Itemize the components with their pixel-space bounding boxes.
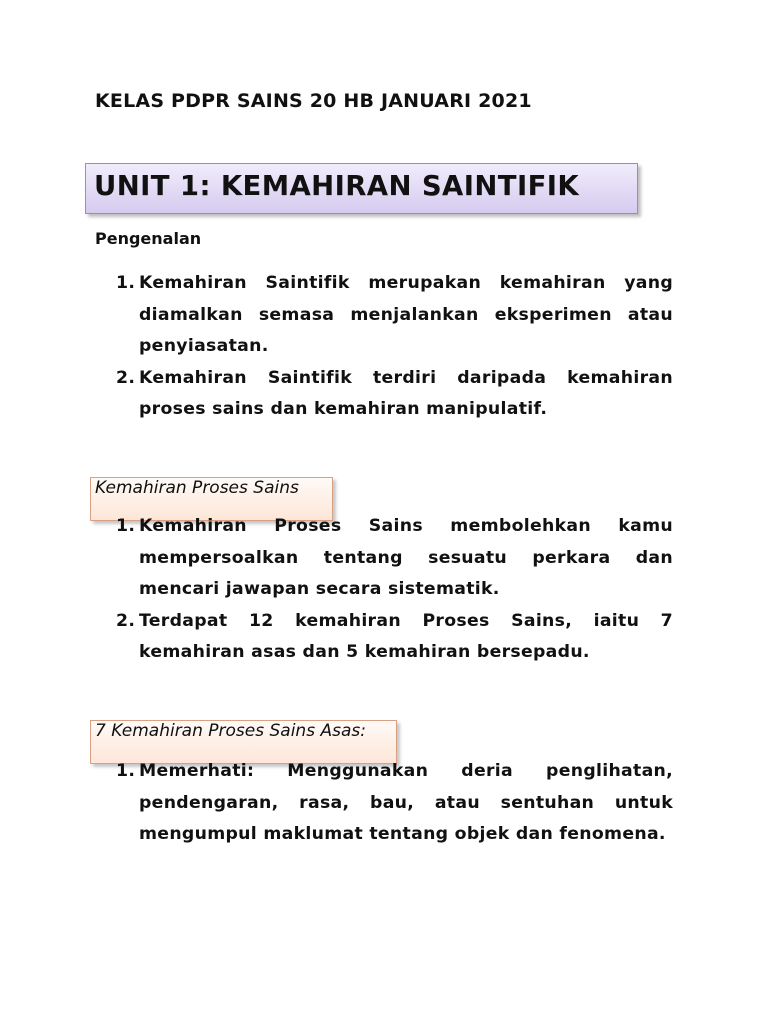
document-title: KELAS PDPR SAINS 20 HB JANUARI 2021 <box>95 90 532 112</box>
list-item-text: Kemahiran Saintifik terdiri daripada kemahiran proses sains dan kemahiran manipulatif. <box>139 367 673 419</box>
list-item <box>116 756 673 851</box>
proses-sains-list <box>116 511 673 669</box>
list-item-text: Kemahiran Proses Sains membolehkan kamu mempersoalkan tentang sesuatu perkara dan mencari jawapan secara sistematik. <box>139 516 673 599</box>
list-item <box>116 606 673 669</box>
list-item-number: 2. <box>116 367 136 388</box>
intro-heading: Pengenalan <box>95 229 202 248</box>
list-item-number: 1. <box>116 516 136 536</box>
list-item-number: 1. <box>116 761 136 781</box>
proses-sains-heading: Kemahiran Proses Sains <box>95 478 299 498</box>
unit-title: UNIT 1: KEMAHIRAN SAINTIFIK <box>94 170 580 202</box>
list-item-number: 1. <box>116 273 136 293</box>
list-item-text: Memerhati: Menggunakan deria penglihatan, pendengaran, rasa, bau, atau sentuhan untuk mengumpul maklumat tentang objek dan fenomena. <box>139 761 673 844</box>
intro-list <box>116 268 673 426</box>
asas-list <box>116 756 673 851</box>
list-item-text: Terdapat 12 kemahiran Proses Sains, iaitu 7 kemahiran asas dan 5 kemahiran bersepadu. <box>139 610 673 662</box>
list-item <box>116 363 673 426</box>
list-item-number: 2. <box>116 610 136 631</box>
list-item-text: Kemahiran Saintifik merupakan kemahiran yang diamalkan semasa menjalankan eksperimen atau penyiasatan. <box>139 273 673 356</box>
list-item <box>116 511 673 606</box>
asas-heading: 7 Kemahiran Proses Sains Asas: <box>95 721 366 741</box>
unit-title-box <box>85 163 638 214</box>
list-item <box>116 268 673 363</box>
